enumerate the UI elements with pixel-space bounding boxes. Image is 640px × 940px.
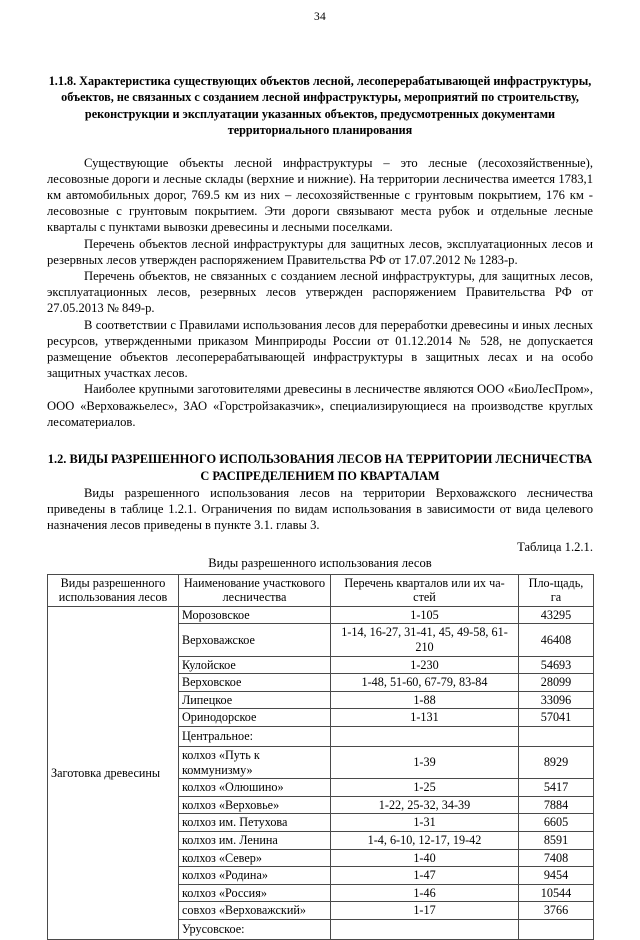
cell-area: 28099 [519, 674, 594, 692]
table-number-label: Таблица 1.2.1. [517, 539, 593, 554]
table-caption: Виды разрешенного использования лесов [208, 555, 432, 570]
cell-quarters: 1-14, 16-27, 31-41, 45, 49-58, 61-210 [331, 624, 519, 656]
cell-district-forestry: колхоз «Олюшино» [179, 779, 331, 797]
paragraph-largest-loggers: Наиболее крупными заготовителями древесины в лесничестве являются ООО «БиоЛесПром», ООО «Верховажьелес», ЗАО «Горстройзаказчик», специализирующиеся на производстве круглых лесоматериалов. [47, 382, 593, 429]
cell-quarters: 1-25 [331, 779, 519, 797]
cell-district-forestry: Морозовское [179, 606, 331, 624]
cell-quarters [331, 727, 519, 747]
cell-quarters: 1-39 [331, 747, 519, 779]
page-content [0, 73, 640, 940]
cell-district-forestry: совхоз «Верховажский» [179, 902, 331, 920]
cell-area: 9454 [519, 867, 594, 885]
section-heading-1-1-8: 1.1.8. Характеристика существующих объектов лесной, лесоперерабатывающей инфраструктуры, объектов, не связанных с созданием лесной инфраструктуры, мероприятий по строительству, реконструкции и эксплуатации указанных объектов, предусмотренных документами территориального планирования [48, 74, 592, 138]
table-header-row [48, 574, 594, 606]
column-header-district-forestry: Наименование участкового лесничества [179, 574, 331, 606]
cell-area: 43295 [519, 606, 594, 624]
cell-area [519, 919, 594, 939]
cell-area: 46408 [519, 624, 594, 656]
cell-quarters: 1-22, 25-32, 34-39 [331, 796, 519, 814]
cell-area: 5417 [519, 779, 594, 797]
cell-area [519, 727, 594, 747]
cell-district-forestry: колхоз «Север» [179, 849, 331, 867]
cell-area: 7408 [519, 849, 594, 867]
table-body [48, 606, 594, 939]
document-page [0, 11, 640, 937]
cell-district-forestry: Липецкое [179, 691, 331, 709]
cell-area: 57041 [519, 709, 594, 727]
cell-quarters: 1-131 [331, 709, 519, 727]
cell-area: 8591 [519, 832, 594, 850]
cell-quarters: 1-105 [331, 606, 519, 624]
cell-area: 7884 [519, 796, 594, 814]
cell-quarters: 1-17 [331, 902, 519, 920]
paragraph-existing-infrastructure: Существующие объекты лесной инфраструктуры – это лесные (лесохозяйственные), лесовозные дороги и лесные склады (верхние и нижние). На территории лесничества имеется 1783,1 км автомобильных дорог, 769.5 км из них – лесохозяйственные с грунтовым покрытием, 176 км - лесовозные с грунтовым покрытием. Эти дороги связывают места рубок и отдельные лесные кварталы с пунктами вывозки древесины и лесными поселками. [47, 155, 593, 235]
cell-quarters: 1-4, 6-10, 12-17, 19-42 [331, 832, 519, 850]
paragraph-infrastructure-list: Перечень объектов лесной инфраструктуры для защитных лесов, эксплуатационных лесов и резервных лесов утвержден распоряжением Правительства РФ от 17.07.2012 № 1283-р. [47, 236, 593, 267]
permitted-uses-table [47, 574, 594, 940]
cell-quarters: 1-230 [331, 656, 519, 674]
cell-area: 6605 [519, 814, 594, 832]
cell-use-type-logging: Заготовка древесины [48, 606, 179, 939]
cell-district-forestry: Верховажское [179, 624, 331, 656]
cell-district-forestry: колхоз «Путь к коммунизму» [179, 747, 331, 779]
paragraph-non-infrastructure-list: Перечень объектов, не связанных с созданием лесной инфраструктуры, для защитных лесов, эксплуатационных лесов, резервных лесов утвержден распоряжением Правительства РФ от 27.05.2013 № 849-р. [47, 269, 593, 316]
cell-district-forestry: колхоз «Родина» [179, 867, 331, 885]
cell-district-forestry: Верховское [179, 674, 331, 692]
table-head [48, 574, 594, 606]
cell-district-forestry: Оринодорское [179, 709, 331, 727]
cell-district-forestry: колхоз им. Петухова [179, 814, 331, 832]
paragraph-permitted-uses-intro: Виды разрешенного использования лесов на территории Верховажского лесничества приведены в таблице 1.2.1. Ограничения по видам использования в зависимости от вида целевого назначения лесов приведены в пункте 3.1. главы 3. [47, 486, 593, 533]
cell-area: 33096 [519, 691, 594, 709]
section-heading-1-2: 1.2. ВИДЫ РАЗРЕШЕННОГО ИСПОЛЬЗОВАНИЯ ЛЕСОВ НА ТЕРРИТОРИИ ЛЕСНИЧЕСТВА С РАСПРЕДЕЛЕНИЕМ ПО КВАРТАЛАМ [47, 452, 593, 484]
table-row [48, 606, 594, 624]
cell-district-forestry: Кулойское [179, 656, 331, 674]
cell-quarters: 1-47 [331, 867, 519, 885]
column-header-quarters: Перечень кварталов или их ча-стей [331, 574, 519, 606]
cell-quarters: 1-88 [331, 691, 519, 709]
cell-area: 8929 [519, 747, 594, 779]
cell-quarters: 1-40 [331, 849, 519, 867]
cell-quarters: 1-46 [331, 884, 519, 902]
cell-area: 3766 [519, 902, 594, 920]
column-header-area: Пло-щадь, га [519, 574, 594, 606]
cell-quarters [331, 919, 519, 939]
cell-area: 10544 [519, 884, 594, 902]
cell-district-forestry: колхоз им. Ленина [179, 832, 331, 850]
paragraph-processing-rules: В соответствии с Правилами использования лесов для переработки древесины и иных лесных ресурсов, утвержденными приказом Минприроды России от 01.12.2014 № 528, не допускается размещение объектов лесоперерабатывающей инфраструктуры в защитных лесах и на особо защитных участках лесов. [47, 317, 593, 381]
cell-quarters: 1-48, 51-60, 67-79, 83-84 [331, 674, 519, 692]
cell-area: 54693 [519, 656, 594, 674]
cell-district-forestry: колхоз «Верховье» [179, 796, 331, 814]
cell-district-forestry: Центральное: [179, 727, 331, 747]
cell-district-forestry: Урусовское: [179, 919, 331, 939]
cell-quarters: 1-31 [331, 814, 519, 832]
cell-district-forestry: колхоз «Россия» [179, 884, 331, 902]
column-header-use-type: Виды разрешенного использования лесов [48, 574, 179, 606]
page-number: 34 [314, 11, 326, 23]
